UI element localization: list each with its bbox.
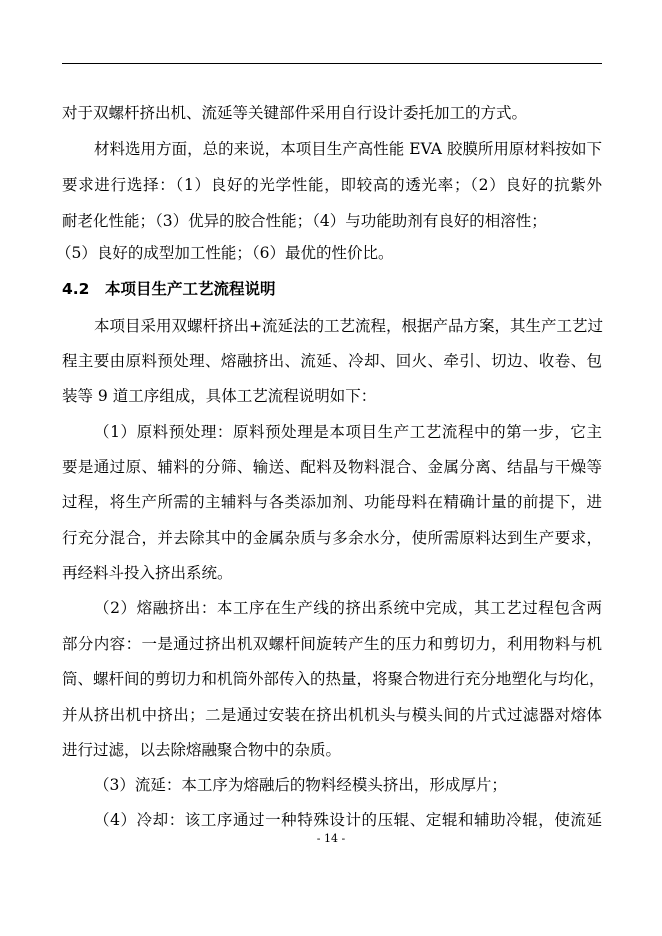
- text-line-19: 进行过滤，以去除熔融聚合物中的杂质。: [62, 741, 342, 759]
- text-line-10: （1）原料预处理：原料预处理是本项目生产工艺流程中的第一步，它主: [94, 423, 602, 441]
- text-line-17: 筒、螺杆间的剪切力和机筒外部传入的热量，将聚合物进行充分地塑化与均化，: [62, 670, 605, 688]
- text-line-7: 本项目采用双螺杆挤出+流延法的工艺流程，根据产品方案，其生产工艺过: [94, 317, 603, 335]
- text-line-11: 要是通过原、辅料的分筛、输送、配料及物料混合、金属分离、结晶与干燥等: [62, 458, 602, 476]
- text-line-21: （4）冷却：该工序通过一种特殊设计的压辊、定辊和辅助冷辊，使流延: [94, 811, 602, 829]
- text-line-15: （2）熔融挤出：本工序在生产线的挤出系统中完成，其工艺过程包含两: [94, 599, 602, 617]
- text-line-8: 程主要由原料预处理、熔融挤出、流延、冷却、回火、牵引、切边、收卷、包: [62, 352, 602, 370]
- page-number: - 14 -: [316, 832, 346, 845]
- text-line-18: 并从挤出机中挤出；二是通过安装在挤出机机头与模头间的片式过滤器对熔体: [62, 706, 602, 724]
- text-line-3: 要求进行选择：（1）良好的光学性能，即较高的透光率；（2）良好的抗紫外: [62, 176, 602, 194]
- text-line-20: （3）流延：本工序为熔融后的物料经模头挤出，形成厚片；: [94, 776, 507, 794]
- text-line-9: 装等 9 道工序组成，具体工艺流程说明如下：: [62, 387, 377, 405]
- text-line-14: 再经料斗投入挤出系统。: [62, 564, 233, 582]
- section-heading: 4.2 本项目生产工艺流程说明: [62, 280, 276, 298]
- text-line-1: 对于双螺杆挤出机、流延等关键部件采用自行设计委托加工的方式。: [62, 104, 528, 122]
- text-line-12: 过程，将生产所需的主辅料与各类添加剂、功能母料在精确计量的前提下，进: [62, 493, 602, 511]
- text-line-4: 耐老化性能；（3）优异的胶合性能；（4）与功能助剂有良好的相溶性；: [62, 212, 547, 230]
- text-line-5: （5）良好的成型加工性能；（6）最优的性价比。: [56, 244, 394, 262]
- text-line-16: 部分内容：一是通过挤出机双螺杆间旋转产生的压力和剪切力，利用物料与机: [62, 635, 602, 653]
- header-rule: [62, 63, 602, 64]
- text-line-2: 材料选用方面，总的来说，本项目生产高性能 EVA 胶膜所用原材料按如下: [94, 140, 602, 158]
- text-line-13: 行充分混合，并去除其中的金属杂质与多余水分，使所需原料达到生产要求，: [62, 529, 602, 547]
